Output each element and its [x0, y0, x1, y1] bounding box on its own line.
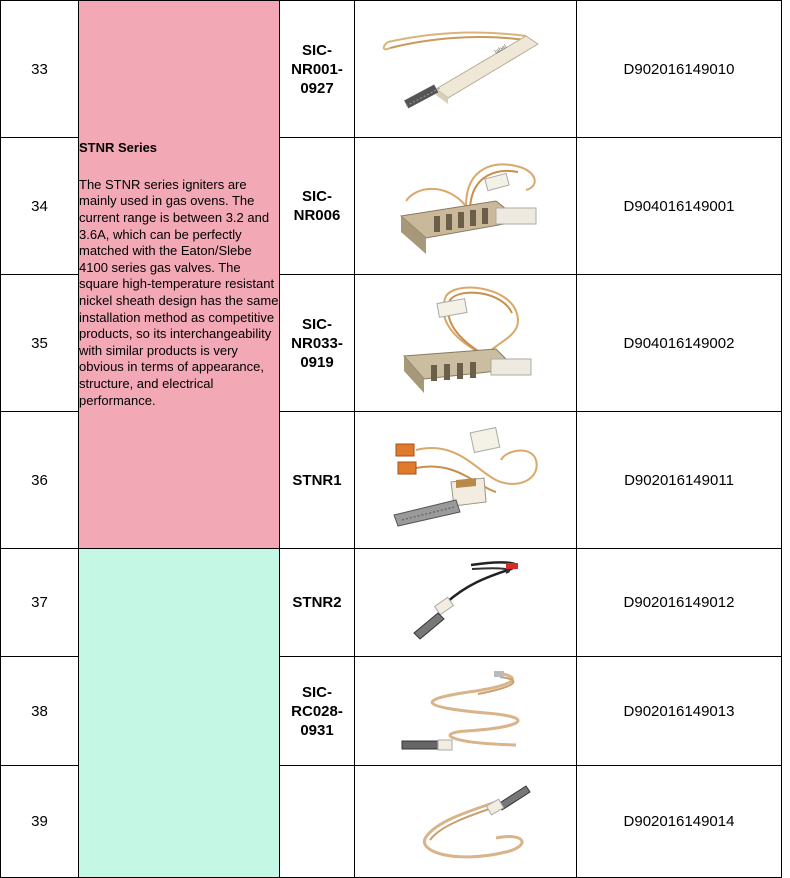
model-number	[280, 549, 355, 657]
row-number: 33	[1, 1, 79, 138]
product-code: D902016149010	[577, 1, 782, 138]
product-code: D902016149012	[577, 549, 782, 657]
product-code: D902016149013	[577, 657, 782, 766]
square-nickel-igniter-icon	[376, 281, 556, 406]
model-line: SIC-	[302, 41, 332, 59]
series-description: The STNR series igniters are mainly used in gas ovens. The current range is between 3.2 and 3.6A, which can be perfectly matched with the Eaton/Slebe 4100 series gas valves. The square high-temperature resistant nickel sheath design has the same installation method as competitive products, so its interchangeability with similar products is very obvious in terms of appearance, structure, and electrical performance.	[79, 176, 279, 408]
model-line: SIC-	[302, 683, 332, 701]
model-line: NR033-	[291, 334, 343, 352]
model-line: 0919	[300, 353, 334, 371]
model-line: NR001-	[291, 60, 343, 78]
model-line: STNR2	[292, 594, 342, 611]
model-number	[280, 412, 355, 549]
row-number: 37	[1, 549, 79, 657]
product-image-cell	[355, 766, 577, 878]
row-number: 35	[1, 275, 79, 412]
model-line: STNR1	[292, 471, 342, 489]
product-image-cell	[355, 549, 577, 657]
product-image-cell	[355, 1, 577, 138]
product-image-cell	[355, 275, 577, 412]
block-igniter-icon	[376, 420, 556, 540]
coiled-lead-igniter-icon	[376, 661, 556, 761]
model-number	[280, 1, 355, 138]
model-number	[280, 657, 355, 766]
product-code: D902016149014	[577, 766, 782, 878]
svg-text:label: label	[493, 44, 508, 56]
row-number: 36	[1, 412, 79, 549]
coiled-lead-igniter-icon	[376, 772, 556, 872]
product-code: D904016149001	[577, 138, 782, 275]
product-image-cell	[355, 657, 577, 766]
product-image-cell	[355, 138, 577, 275]
model-line: RC028-	[291, 702, 343, 720]
model-number	[280, 275, 355, 412]
black-lead-igniter-icon	[376, 555, 556, 650]
row-number: 39	[1, 766, 79, 878]
model-line: SIC-	[302, 315, 332, 333]
series-description-cell	[79, 1, 280, 549]
model-line: 0931	[300, 721, 334, 739]
model-line: 0927	[300, 79, 334, 97]
series-title: STNR Series	[79, 139, 158, 155]
row-number: 38	[1, 657, 79, 766]
product-code: D904016149002	[577, 275, 782, 412]
product-code: D902016149011	[577, 412, 782, 549]
square-nickel-igniter-icon	[376, 146, 556, 266]
model-line: NR006	[293, 207, 341, 224]
table-row	[1, 1, 782, 138]
model-line: SIC-	[302, 188, 332, 205]
table-row	[1, 549, 782, 657]
model-number	[280, 766, 355, 878]
flat-ceramic-igniter-icon	[376, 14, 556, 124]
row-number: 34	[1, 138, 79, 275]
product-image-cell	[355, 412, 577, 549]
model-number	[280, 138, 355, 275]
series-empty-cell	[79, 549, 280, 878]
